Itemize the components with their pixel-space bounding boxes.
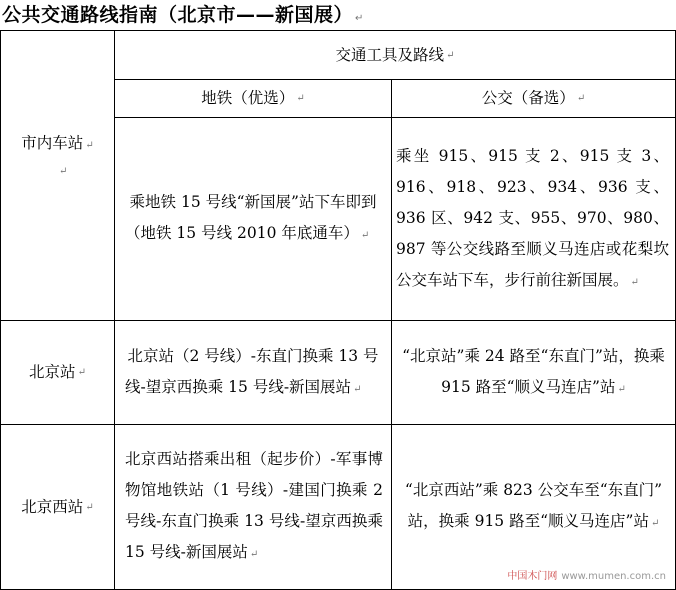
- paragraph-mark-icon: ↵: [353, 383, 362, 395]
- paragraph-mark-icon: ↵: [576, 93, 586, 104]
- station-cell: [1, 321, 114, 424]
- paragraph-mark-icon: ↵: [85, 140, 94, 151]
- subway-route-cell: [115, 321, 391, 424]
- paragraph-mark-icon: ↵: [630, 276, 639, 288]
- subway-route-cell: [115, 118, 391, 320]
- header-subway-label: 地铁（优选）: [201, 89, 295, 107]
- bus-route-text: “北京站”乘 24 路至“东直门”站，换乘 915 路至“顺义马连店”站: [402, 346, 665, 396]
- paragraph-mark-icon: ↵: [85, 501, 94, 513]
- paragraph-mark-icon: ↵: [617, 383, 626, 395]
- watermark-site: 中国木门网: [507, 571, 558, 582]
- header-bus-label: 公交（备选）: [481, 89, 575, 107]
- paragraph-mark-icon: ↵: [360, 230, 370, 241]
- station-name: 北京站: [29, 363, 76, 381]
- subway-route-text: 北京西站搭乘出租（起步价）-军事博物馆地铁站（1 号线）-建国门换乘 2 号线-东直门换乘 13 号线-望京西换乘 15 号线-新国展站: [125, 450, 383, 561]
- paragraph-mark-icon: ↵: [77, 367, 86, 378]
- bus-route-text: “北京西站”乘 823 公交车至“东直门” 站，换乘 915 路至“顺义马连店”站: [404, 481, 663, 530]
- watermark-url: www.mumen.com.cn: [561, 571, 666, 582]
- header-transport: [115, 31, 675, 79]
- station-name: 北京西站: [21, 497, 84, 516]
- paragraph-mark-icon: ↵: [296, 93, 305, 104]
- station-name: 市内车站: [21, 134, 84, 152]
- bus-route-cell: [392, 425, 675, 589]
- paragraph-mark-icon: ↵: [446, 49, 455, 61]
- header-transport-label: 交通工具及路线: [335, 45, 445, 64]
- bus-route-cell: [392, 321, 675, 424]
- paragraph-mark-icon: ↵: [59, 166, 68, 177]
- station-cell: [1, 128, 114, 208]
- bus-route-text: 乘坐 915、915 支 2、915 支 3、916、918、923、934、936 支、936 区、942 支、955、970、980、987 等公交线路至顺义马连店或花梨坎公交车站下车，步行前往新国展。: [396, 146, 669, 289]
- bus-route-cell: [392, 118, 675, 320]
- title-text: 公共交通路线指南（北京市——新国展）: [2, 4, 354, 26]
- header-subway: [115, 80, 391, 117]
- station-cell: [1, 425, 114, 589]
- paragraph-mark-icon: ↵: [650, 518, 660, 529]
- paragraph-mark-icon: ↵: [355, 13, 364, 24]
- subway-route-cell: [115, 425, 391, 589]
- header-bus: [392, 80, 675, 117]
- page-title: [2, 0, 364, 30]
- subway-route-text: 北京站（2 号线）-东直门换乘 13 号线-望京西换乘 15 号线-新国展站: [125, 346, 379, 396]
- paragraph-mark-icon: ↵: [249, 549, 259, 560]
- watermark: [507, 567, 666, 582]
- subway-route-text: 乘地铁 15 号线“新国展”站下车即到（地铁 15 号线 2010 年底通车）: [125, 193, 377, 242]
